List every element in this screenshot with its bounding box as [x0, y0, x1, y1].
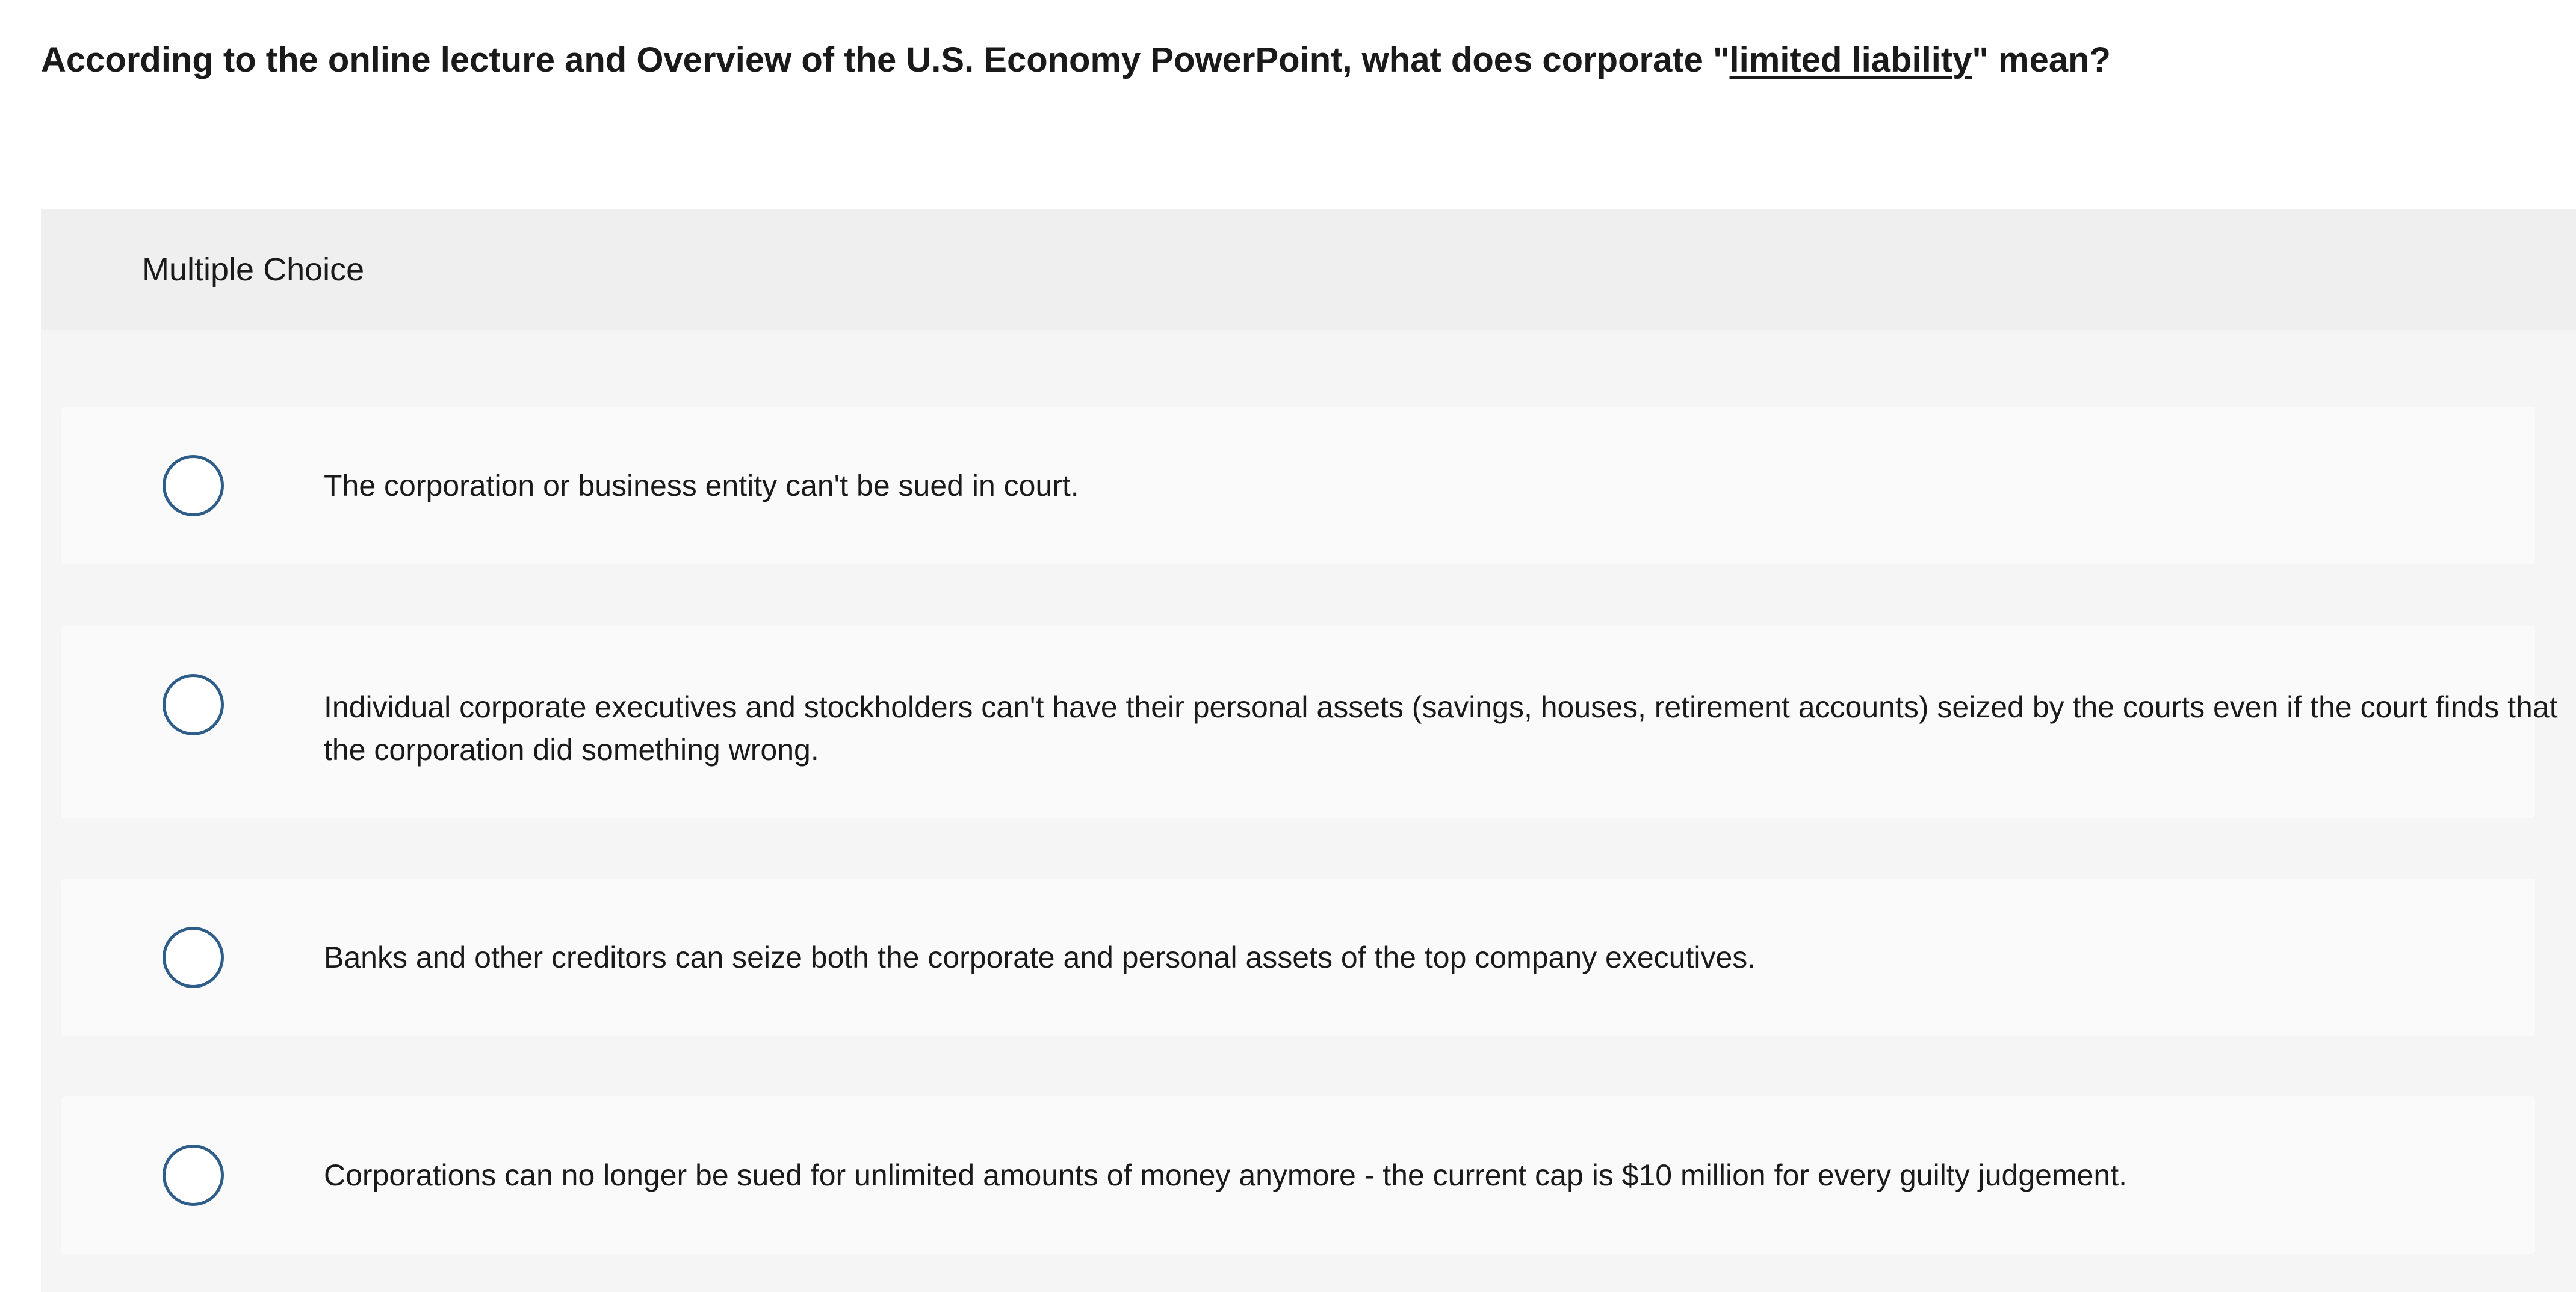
glossary-term-link[interactable]: limited liability — [1729, 40, 1972, 79]
multiple-choice-header — [41, 209, 2576, 330]
answer-option-1[interactable] — [61, 407, 2535, 564]
radio-button[interactable] — [163, 927, 224, 988]
answer-option-2[interactable] — [61, 626, 2558, 818]
answer-option-text: Banks and other creditors can seize both the corporate and personal assets of the top company executives. — [324, 941, 1756, 974]
answer-option-text: The corporation or business entity can't be sued in court. — [324, 469, 1079, 502]
radio-button[interactable] — [163, 455, 224, 516]
question-suffix: " mean? — [1972, 40, 2111, 79]
answer-option-3[interactable] — [61, 879, 2535, 1036]
radio-button[interactable] — [163, 1145, 224, 1206]
question-prompt — [41, 37, 2111, 83]
multiple-choice-label: Multiple Choice — [142, 252, 365, 288]
radio-button[interactable] — [163, 674, 224, 735]
answer-option-text: Corporations can no longer be sued for unlimited amounts of money anymore - the current cap is $10 million for every guilty judgement. — [324, 1158, 2127, 1192]
answer-option-text: Individual corporate executives and stockholders can't have their personal assets (savings, houses, retirement accounts) seized by the courts even if the court finds that the corporation did something wrong. — [324, 690, 2558, 767]
question-prefix: According to the online lecture and Overview of the U.S. Economy PowerPoint, what does corporate " — [41, 40, 1730, 79]
answer-option-4[interactable] — [61, 1096, 2535, 1254]
